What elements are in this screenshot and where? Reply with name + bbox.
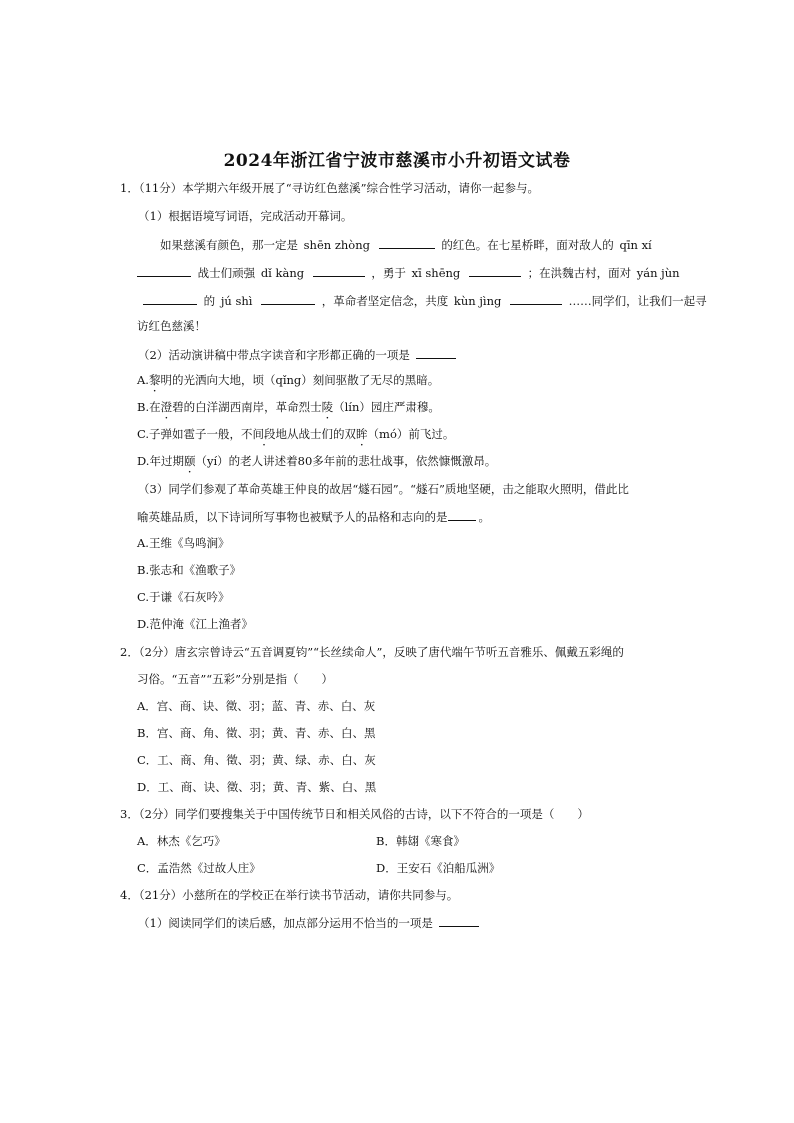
dotted-char: 颐 xyxy=(183,454,196,468)
option-text: 明的光洒向大地，顷（qǐng）刻间驱散了无尽的黑暗。 xyxy=(160,373,440,387)
q2-stem-line2: 习俗。“五音”“五彩”分别是指（ ） xyxy=(137,672,334,686)
q3-option-d[interactable]: D．王安石《泊船瓜洲》 xyxy=(376,861,501,875)
dotted-char: 黎 xyxy=(148,373,161,387)
option-text: （mó）前飞过。 xyxy=(367,427,455,441)
q4-part1 xyxy=(138,914,482,931)
dotted-char: 间段 xyxy=(252,427,276,441)
q4-part1-text: （1）阅读同学们的读后感，加点部分运用不恰当的一项是 xyxy=(138,916,433,930)
q1-para-line4: 访红色慈溪！ xyxy=(137,319,206,333)
pinyin-label: jú shì xyxy=(220,294,253,308)
option-prefix: C.子弹如雹子一般，不 xyxy=(137,427,253,441)
q1-para-line2 xyxy=(137,264,682,281)
q1-option-a[interactable] xyxy=(137,372,439,388)
q1-p3-option-c[interactable]: C.于谦《石灰吟》 xyxy=(137,590,230,604)
q1-p3-option-b[interactable]: B.张志和《渔歌子》 xyxy=(137,563,242,577)
para-text: 如果慈溪有颜色，那一定是 xyxy=(160,238,298,252)
q1-part2 xyxy=(138,346,459,363)
answer-blank[interactable] xyxy=(510,292,562,305)
q1-option-c[interactable] xyxy=(137,426,454,442)
answer-blank[interactable] xyxy=(313,264,365,277)
pinyin-label: dǐ kàng xyxy=(260,266,305,280)
q1-p3-option-d[interactable]: D.范仲淹《江上渔者》 xyxy=(137,617,253,631)
pinyin-label: shēn zhòng xyxy=(303,238,370,252)
q1-option-b[interactable] xyxy=(137,399,440,415)
answer-blank[interactable] xyxy=(379,236,435,249)
dotted-char: 陵 xyxy=(321,400,334,414)
q1-part3-text: 喻英雄品质，以下诗词所写事物也被赋予人的品格和志向的是 xyxy=(137,510,448,524)
q4-stem: 4．（21分）小慈所在的学校正在举行读书节活动，请你共同参与。 xyxy=(120,888,459,902)
q3-option-c[interactable]: C．孟浩然《过故人庄》 xyxy=(137,861,261,875)
q2-option-c[interactable]: C．工、商、角、徵、羽；黄、绿、赤、白、灰 xyxy=(137,753,376,767)
q1-option-d[interactable] xyxy=(137,453,496,469)
q3-stem: 3．（2分）同学们要搜集关于中国传统节日和相关风俗的古诗，以下不符合的一项是（ ） xyxy=(120,807,589,821)
q1-part3-line2: 喻英雄品质，以下诗词所写事物也被赋予人的品格和志向的是 。 xyxy=(137,510,490,524)
option-text: （lín）园庄严肃穆。 xyxy=(333,400,440,414)
dotted-char: 澄 xyxy=(160,400,173,414)
q2-option-d[interactable]: D．工、商、诀、徵、羽；黄、青、紫、白、黑 xyxy=(137,780,377,794)
q1-part1: （1）根据语境写词语，完成活动开幕词。 xyxy=(138,209,353,223)
q1-para-line1 xyxy=(160,236,654,253)
option-text: 地从战士们的双 xyxy=(275,427,357,441)
pinyin-label: kùn jìng xyxy=(453,294,502,308)
q3-option-b[interactable]: B．韩翃《寒食》 xyxy=(376,834,465,848)
q1-p3-option-a[interactable]: A.王维《鸟鸣涧》 xyxy=(137,536,230,550)
para-text: 战士们顽强 xyxy=(197,266,256,280)
answer-blank[interactable] xyxy=(261,292,315,305)
option-text: （yí）的老人讲述着80多年前的悲壮战事，依然慷慨激昂。 xyxy=(195,454,497,468)
q1-stem: 1．（11分）本学期六年级开展了“寻访红色慈溪”综合性学习活动，请你一起参与。 xyxy=(120,181,539,195)
answer-blank[interactable] xyxy=(416,346,456,359)
para-text: 的 xyxy=(203,294,216,308)
answer-blank[interactable] xyxy=(439,914,479,927)
pinyin-label: xī shēng xyxy=(411,266,461,280)
answer-blank[interactable] xyxy=(137,264,191,277)
pinyin-label: yán jùn xyxy=(636,266,680,280)
para-text: ，勇于 xyxy=(371,266,406,280)
option-prefix: D.年过期 xyxy=(137,454,184,468)
answer-blank[interactable] xyxy=(469,264,521,277)
q1-part3-line1: （3）同学们参观了革命英雄王仲良的故居“燧石园”。“燧石”质地坚硬，击之能取火照明，借此比 xyxy=(138,482,629,496)
q2-option-a[interactable]: A．宫、商、诀、徵、羽；蓝、青、赤、白、灰 xyxy=(137,699,376,713)
option-text: 碧的白洋湖西南岸，革命烈士 xyxy=(172,400,322,414)
q1-para-line3 xyxy=(143,292,707,309)
para-text: ；在洪魏古村，面对 xyxy=(527,266,632,280)
q1-part2-text: （2）活动演讲稿中带点字读音和字形都正确的一项是 xyxy=(138,348,410,362)
answer-blank[interactable] xyxy=(448,508,476,521)
answer-blank[interactable] xyxy=(143,292,197,305)
para-text: ……同学们，让我们一起寻 xyxy=(568,294,707,308)
q2-option-b[interactable]: B．宫、商、角、徵、羽；黄、青、赤、白、黑 xyxy=(137,726,376,740)
pinyin-label: qīn xí xyxy=(619,238,652,252)
q3-option-a[interactable]: A．林杰《乞巧》 xyxy=(137,834,226,848)
option-prefix: A. xyxy=(137,373,149,387)
dotted-char: 眸 xyxy=(356,427,368,441)
page-title: 2024年浙江省宁波市慈溪市小升初语文试卷 xyxy=(223,151,571,171)
q2-stem-line1: 2．（2分）唐玄宗曾诗云“五音调夏钧”“长丝续命人”，反映了唐代端午节听五音雅乐、佩戴五彩绳的 xyxy=(120,645,624,659)
option-prefix: B.在 xyxy=(137,400,161,414)
para-text: 的红色。在七星桥畔，面对敌人的 xyxy=(441,238,614,252)
para-text: ，革命者坚定信念，共度 xyxy=(321,294,449,308)
